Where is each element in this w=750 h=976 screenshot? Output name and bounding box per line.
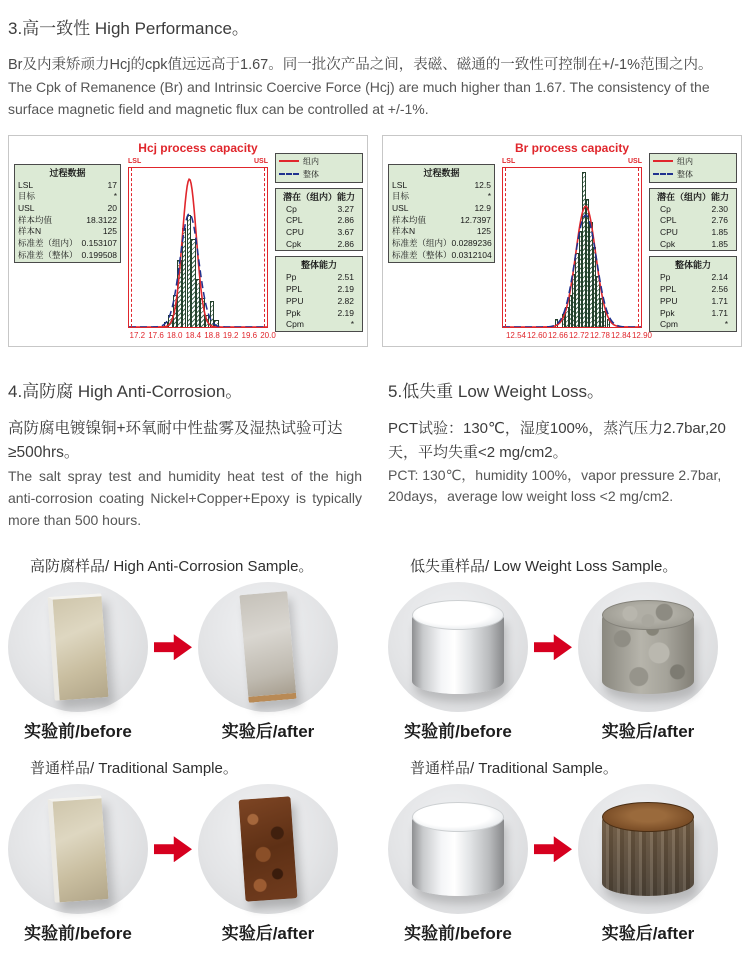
x-tick-label: 12.84 (610, 330, 632, 340)
photo-oval (198, 784, 338, 914)
stat-value: 18.3122 (86, 214, 117, 225)
x-tick-label: 18.8 (204, 330, 220, 340)
stat-value: 2.14 (711, 272, 728, 283)
overall-capability-box (275, 256, 363, 332)
stat-value: 0.0312104 (451, 249, 492, 260)
stat-value: 20 (107, 203, 117, 213)
magnet-plate-after-photo (239, 591, 296, 703)
overall-capability-header: 整体能力 (300, 260, 337, 271)
capability-row (650, 227, 736, 239)
stat-label: Ppk (660, 307, 675, 318)
hcj-stats-column (275, 141, 363, 343)
capability-row (650, 215, 736, 227)
photo-oval (198, 582, 338, 712)
stat-value: 0.0289236 (451, 238, 492, 249)
weight-loss-paragraph-en: PCT: 130℃，humidity 100%，vapor pressure 2.7bar, 20days，average low weight loss <2 mg/cm2. (388, 466, 722, 505)
x-axis (128, 330, 276, 343)
overall-capability-rows (650, 272, 736, 331)
legend-item-within (279, 156, 359, 167)
x-tick-label: 17.6 (148, 330, 164, 340)
stat-label: 样本均值 (392, 214, 427, 225)
magnet-cylinder-before-photo (412, 802, 504, 896)
stat-label: CPU (286, 227, 304, 237)
stat-label: PPU (286, 295, 304, 306)
overall-capability-header: 整体能力 (674, 260, 711, 271)
arrow-right-icon (534, 836, 572, 862)
caption-row (8, 717, 362, 742)
stat-label: 目标 (18, 191, 36, 202)
stat-value: 2.56 (711, 284, 728, 295)
capability-row (650, 296, 736, 308)
distribution-curves (503, 168, 641, 327)
stat-value: 17 (107, 179, 117, 190)
usl-line (638, 168, 639, 327)
weight-loss-sample-heading: 低失重样品/ Low Weight Loss Sample。 (410, 558, 678, 576)
stat-label: Cpk (660, 238, 676, 249)
process-data-header: 过程数据 (423, 167, 460, 178)
stat-value: 2.19 (337, 307, 354, 318)
stat-value: * (724, 319, 728, 330)
lsl-line (505, 168, 506, 327)
caption-spacer (148, 717, 198, 742)
x-tick-label: 19.2 (222, 330, 239, 340)
magnet-cylinder-before-photo (412, 600, 504, 694)
x-tick-label: 18.0 (166, 330, 183, 340)
stat-label: Cpm (660, 319, 678, 330)
anti-corrosion-paragraph-en: The salt spray test and humidity heat test of the high anti-corrosion coating Nickel+Copper+Epoxy is typically more than 500 hours. (8, 468, 362, 528)
stat-label: 标准差（组内） (392, 238, 452, 249)
capability-row (650, 239, 736, 251)
stat-label: 标准差（整体） (18, 249, 78, 260)
after-caption: 实验后/after (601, 924, 695, 944)
capability-row (276, 227, 362, 239)
x-tick-label: 19.6 (241, 330, 258, 340)
stat-label: PPL (286, 284, 303, 295)
capability-row (276, 239, 362, 251)
section-weight-loss (388, 373, 742, 532)
hcj-plot-column (123, 140, 276, 343)
chart-title: Hcj process capacity (138, 140, 258, 155)
stat-label: LSL (392, 179, 408, 190)
process-data-row (389, 180, 494, 192)
legend-label: 整体 (677, 169, 693, 179)
sample-row (8, 582, 362, 712)
hcj-capability-chart (8, 135, 368, 347)
stat-value: 12.7397 (460, 214, 491, 225)
legend-label: 组内 (677, 156, 693, 166)
within-capability-rows (650, 204, 736, 251)
distribution-curves (129, 168, 267, 327)
traditional-sample-heading: 普通样品/ Traditional Sample。 (410, 760, 618, 778)
section-performance-title: 3.高一致性 High Performance。 (8, 19, 249, 38)
anti-corrosion-sample-heading: 高防腐样品/ High Anti-Corrosion Sample。 (30, 558, 314, 576)
caption-row (388, 919, 742, 944)
stat-label: 目标 (392, 191, 410, 202)
legend-label: 组内 (303, 156, 319, 166)
sample-row (388, 784, 742, 914)
photo-oval (8, 582, 148, 712)
stat-value: 1.85 (711, 227, 728, 237)
br-plot-column (497, 140, 653, 343)
after-caption: 实验后/after (221, 722, 315, 742)
section-weight-loss-title: 5.低失重 Low Weight Loss。 (388, 381, 605, 401)
process-data-row (389, 191, 494, 203)
arrow-right-icon (534, 634, 572, 660)
stat-label: Pp (286, 272, 297, 283)
lsl-line (131, 168, 132, 327)
solid-line-icon (279, 160, 299, 162)
capability-row (650, 272, 736, 284)
stat-value: * (113, 191, 117, 202)
stat-value: 12.5 (474, 179, 491, 190)
capability-row (650, 204, 736, 216)
lsl-label: LSL (502, 157, 516, 165)
stat-value: 3.27 (337, 203, 354, 214)
process-data-row (389, 215, 494, 227)
spec-limit-labels (502, 158, 642, 167)
stat-label: 样本均值 (18, 214, 53, 225)
stat-label: CPL (660, 215, 677, 226)
stat-value: 2.19 (337, 284, 354, 295)
traditional-sample-heading: 普通样品/ Traditional Sample。 (30, 760, 238, 778)
overall-curve (129, 213, 267, 326)
stat-label: Cp (660, 203, 671, 214)
process-data-box (388, 164, 495, 263)
before-caption: 实验前/before (404, 924, 512, 944)
caption-row (388, 717, 742, 742)
within-capability-header: 潜在（组内）能力 (656, 191, 729, 202)
photo-oval (8, 784, 148, 914)
br-process-data-column (388, 141, 495, 343)
stat-value: * (487, 191, 491, 202)
stat-label: 样本N (392, 226, 416, 237)
stat-label: PPL (660, 284, 677, 295)
arrow-right-icon (154, 634, 192, 660)
stat-label: Pp (660, 272, 671, 283)
usl-line (264, 168, 265, 327)
stat-value: * (350, 319, 354, 330)
hcj-process-data-column (14, 141, 121, 343)
capability-row (650, 308, 736, 320)
after-caption: 实验后/after (601, 722, 695, 742)
process-data-row (15, 250, 120, 262)
process-data-row (15, 215, 120, 227)
stat-value: 1.71 (711, 307, 728, 318)
stat-value: 2.86 (337, 215, 354, 226)
magnet-cylinder-rusty-photo (602, 802, 694, 896)
legend-item-within (653, 156, 733, 167)
stat-label: 标准差（组内） (18, 238, 78, 249)
legend-label: 整体 (303, 169, 319, 179)
capability-row (276, 204, 362, 216)
section-anti-corrosion-title: 4.高防腐 High Anti-Corrosion。 (8, 381, 243, 401)
stat-value: 0.153107 (81, 238, 117, 249)
capability-row (276, 308, 362, 320)
stat-label: USL (392, 203, 409, 213)
within-capability-box (649, 188, 737, 252)
stat-label: Cp (286, 203, 297, 214)
stat-label: LSL (18, 179, 34, 190)
legend-box (649, 153, 737, 183)
arrow-right-icon (154, 836, 192, 862)
x-tick-label: 12.66 (547, 330, 569, 340)
within-capability-box (275, 188, 363, 252)
x-tick-label: 17.2 (129, 330, 146, 340)
process-data-row (15, 191, 120, 203)
capability-row (650, 284, 736, 296)
process-data-rows (15, 180, 120, 262)
overall-capability-box (649, 256, 737, 332)
legend-box (275, 153, 363, 183)
stat-label: CPL (286, 215, 303, 226)
capability-row (276, 215, 362, 227)
process-data-row (389, 226, 494, 238)
section-performance-paragraphs (8, 54, 742, 121)
dashed-line-icon (653, 173, 673, 175)
sample-photo-sections (8, 555, 742, 944)
capability-row (650, 319, 736, 331)
within-curve (503, 206, 641, 327)
capability-row (276, 284, 362, 296)
capability-charts-row (8, 135, 742, 347)
process-data-box (14, 164, 121, 263)
stat-value: 125 (102, 226, 117, 237)
x-tick-label: 20.0 (260, 330, 276, 340)
process-data-row (389, 203, 494, 215)
before-caption: 实验前/before (404, 722, 512, 742)
sections-4-5 (8, 373, 742, 532)
process-data-row (15, 203, 120, 215)
caption-spacer (528, 717, 578, 742)
spec-limit-labels (128, 158, 268, 167)
performance-paragraph-en: The Cpk of Remanence (Br) and Intrinsic Coercive Force (Hcj) are much higher than 1.67. The consistency of the surface magnetic field and magnetic flux can be controlled at +/-1%. (8, 79, 710, 117)
legend-item-overall (653, 169, 733, 180)
br-capability-chart (382, 135, 742, 347)
x-tick-label: 18.4 (185, 330, 202, 340)
legend-item-overall (279, 169, 359, 180)
solid-line-icon (653, 160, 673, 162)
stat-value: 2.30 (711, 203, 728, 214)
weight-loss-paragraph-cn: PCT试验：130℃，湿度100%，蒸汽压力2.7bar,20天，平均失重<2 mg/cm2。 (388, 419, 726, 461)
before-caption: 实验前/before (24, 924, 132, 944)
after-caption: 实验后/after (221, 924, 315, 944)
capability-row (276, 272, 362, 284)
dashed-line-icon (279, 173, 299, 175)
stat-value: 2.76 (711, 215, 728, 226)
overall-capability-rows (276, 272, 362, 331)
stat-value: 2.86 (337, 238, 354, 249)
stat-label: 样本N (18, 226, 42, 237)
x-axis (502, 330, 653, 343)
weight-loss-samples (388, 555, 742, 944)
photo-oval (578, 784, 718, 914)
within-capability-header: 潜在（组内）能力 (282, 191, 355, 202)
photo-oval (578, 582, 718, 712)
stat-value: 2.51 (337, 272, 354, 283)
process-data-row (389, 238, 494, 250)
x-tick-label: 12.72 (568, 330, 590, 340)
stat-label: USL (18, 203, 35, 213)
histogram-plot (128, 167, 268, 328)
histogram-plot (502, 167, 642, 328)
sample-row (8, 784, 362, 914)
stat-label: Cpk (286, 238, 302, 249)
stat-value: 1.71 (711, 295, 728, 306)
stat-value: 125 (476, 226, 491, 237)
process-data-header: 过程数据 (49, 167, 86, 178)
stat-label: PPU (660, 295, 678, 306)
stat-value: 2.82 (337, 295, 354, 306)
overall-curve (503, 215, 641, 327)
section-anti-corrosion (8, 373, 362, 532)
before-caption: 实验前/before (24, 722, 132, 742)
capability-row (276, 319, 362, 331)
performance-paragraph-cn: Br及内秉矫顽力Hcj的cpk值远远高于1.67。同一批次产品之间，表磁、磁通的一致性可控制在+/-1%范围之内。 (8, 57, 713, 73)
x-tick-label: 12.90 (631, 330, 653, 340)
process-data-row (15, 180, 120, 192)
process-data-row (15, 226, 120, 238)
caption-spacer (528, 919, 578, 944)
br-stats-column (649, 141, 737, 343)
process-data-row (15, 238, 120, 250)
photo-oval (388, 784, 528, 914)
usl-label: USL (628, 157, 642, 165)
anti-corrosion-paragraph-cn: 高防腐电镀镍铜+环氧耐中性盐雾及湿热试验可达≥500hrs。 (8, 419, 343, 462)
sample-row (388, 582, 742, 712)
magnet-block-before-photo (47, 593, 108, 701)
x-tick-label: 12.60 (526, 330, 548, 340)
stat-label: CPU (660, 227, 678, 237)
stat-value: 3.67 (337, 227, 354, 237)
x-tick-label: 12.54 (505, 330, 527, 340)
stat-value: 1.85 (711, 238, 728, 249)
caption-row (8, 919, 362, 944)
process-data-row (389, 250, 494, 262)
stat-label: 标准差（整体） (392, 249, 452, 260)
photo-oval (388, 582, 528, 712)
anti-corrosion-samples (8, 555, 362, 944)
stat-value: 12.9 (474, 203, 491, 213)
magnet-block-before-photo (47, 795, 108, 903)
magnet-block-rusty-photo (239, 797, 298, 902)
magnet-cylinder-corroded-photo (602, 600, 694, 694)
stat-label: Cpm (286, 319, 304, 330)
capability-row (276, 296, 362, 308)
usl-label: USL (254, 157, 268, 165)
within-capability-rows (276, 204, 362, 251)
chart-title: Br process capacity (514, 140, 630, 155)
x-tick-label: 12.78 (589, 330, 611, 340)
caption-spacer (148, 919, 198, 944)
process-data-rows (389, 180, 494, 262)
lsl-label: LSL (128, 157, 142, 165)
stat-label: Ppk (286, 307, 301, 318)
stat-value: 0.199508 (81, 249, 117, 260)
